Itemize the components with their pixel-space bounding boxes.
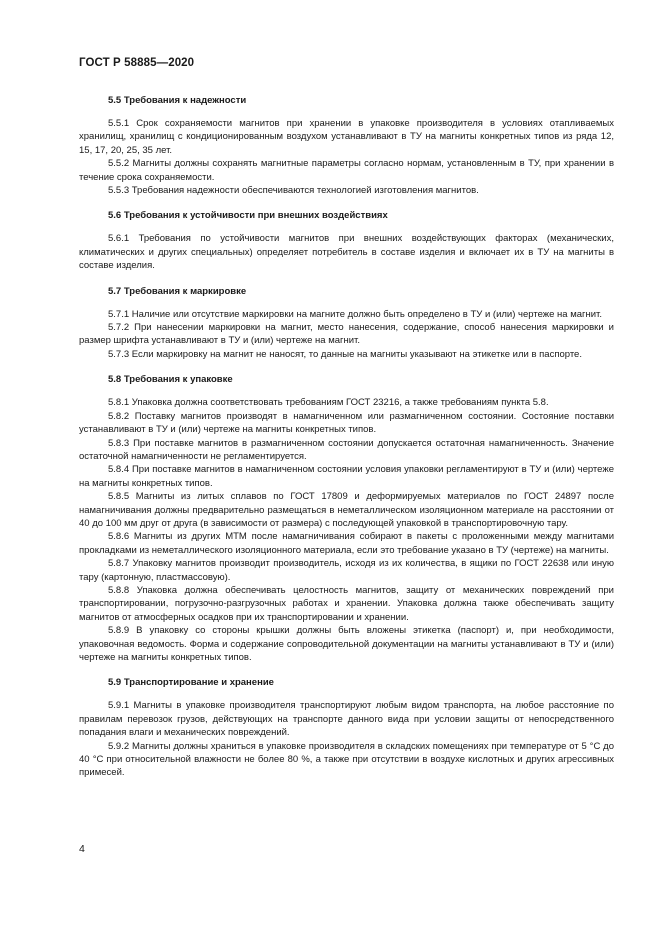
paragraph: 5.8.9 В упаковку со стороны крышки должны быть вложены этикетка (паспорт) и, при необходимости, упаковочная ведомость. Форма и содержание сопроводительной документации на магниты устанавливают в ТУ и (или) чертеже на магниты конкретных типов. bbox=[79, 625, 614, 663]
paragraph: 5.9.2 Магниты должны храниться в упаковке производителя в складских помещениях при температуре от 5 °С до 40 °С при относительной влажности не более 80 %, а также при отсутствии в воздухе кислотных и других агрессивных примесей. bbox=[79, 740, 614, 779]
section-title: 5.6 Требования к устойчивости при внешних воздействиях bbox=[108, 210, 388, 222]
paragraph: 5.8.6 Магниты из других МТМ после намагничивания собирают в пакеты с проложенными между магнитами прокладками из неметаллического изоляционного материала, если это требование указано в ТУ (чертеже) на магниты. bbox=[79, 531, 614, 556]
section-5-6 bbox=[79, 209, 614, 272]
paragraph: 5.8.2 Поставку магнитов производят в намагниченном или размагниченном состоянии. Состояние поставки устанавливают в ТУ и (или) чертеже на магниты конкретных типов. bbox=[79, 410, 614, 436]
document-body bbox=[79, 94, 614, 780]
paragraph: 5.8.7 Упаковку магнитов производит производитель, исходя из их количества, в ящики по ГОСТ 22638 или иную тару (картонную, пластмассовую). bbox=[79, 558, 614, 583]
paragraph: 5.5.3 Требования надежности обеспечиваются технологией изготовления магнитов. bbox=[108, 185, 479, 197]
section-5-7 bbox=[79, 285, 614, 362]
paragraph: 5.8.4 При поставке магнитов в намагниченном состоянии условия упаковки регламентируют в ТУ и (или) чертеже на магниты конкретных типов. bbox=[79, 464, 614, 489]
standard-header: ГОСТ Р 58885—2020 bbox=[79, 57, 195, 69]
paragraph: 5.5.1 Срок сохраняемости магнитов при хранении в упаковке производителя в условиях отапливаемых хранилищ, хранилищ с кондиционированным воздухом устанавливают в ТУ на магниты конкретных типов из ряда 12, 15, 17, 20, 25, 35 лет. bbox=[79, 118, 614, 156]
section-title: 5.9 Транспортирование и хранение bbox=[108, 677, 274, 689]
paragraph: 5.7.2 При нанесении маркировки на магнит, место нанесения, содержание, способ нанесения маркировки и размер шрифта устанавливают в ТУ и (или) чертеже на магнит. bbox=[79, 322, 614, 347]
paragraph: 5.7.3 Если маркировку на магнит не наносят, то данные на магниты указывают на этикетке или в паспорте. bbox=[108, 348, 582, 360]
paragraph: 5.8.1 Упаковка должна соответствовать требованиям ГОСТ 23216, а также требованиям пункта 5.8. bbox=[108, 397, 549, 409]
paragraph: 5.6.1 Требования по устойчивости магнитов при внешних воздействующих факторах (механических, климатических и других специальных) определяет потребитель в составе изделия и включает их в ТУ на магниты в составе изделия. bbox=[79, 233, 614, 272]
section-title: 5.8 Требования к упаковке bbox=[108, 374, 233, 386]
section-title: 5.5 Требования к надежности bbox=[108, 95, 247, 106]
paragraph: 5.5.2 Магниты должны сохранять магнитные параметры согласно нормам, установленным в ТУ, при хранении в течение срока сохраняемости. bbox=[79, 158, 614, 183]
paragraph: 5.8.3 При поставке магнитов в размагниченном состоянии допускается остаточная намагниченность. Значение остаточной намагниченности не регламентируется. bbox=[79, 437, 614, 462]
page-number: 4 bbox=[79, 843, 85, 855]
paragraph: 5.7.1 Наличие или отсутствие маркировки на магните должно быть определено в ТУ и (или) чертеже на магнит. bbox=[108, 308, 602, 320]
paragraph: 5.8.8 Упаковка должна обеспечивать целостность магнитов, защиту от механических повреждений при транспортировании, погрузочно-разгрузочных работах и хранении. Упаковка должна также обеспечивать защиту магнитов от атмосферных осадков при их транспортировании и хранении. bbox=[79, 584, 614, 623]
section-5-5 bbox=[79, 94, 614, 197]
section-5-8 bbox=[79, 373, 614, 664]
paragraph: 5.8.5 Магниты из литых сплавов по ГОСТ 17809 и деформируемых материалов по ГОСТ 24897 после намагничивания должны предварительно размещаться в неметаллическом изоляционном материале на расстоянии от 40 до 100 мм друг от друга (в зависимости от размера) с последующей упаковкой в транспортировочную тару. bbox=[79, 491, 614, 529]
paragraph: 5.9.1 Магниты в упаковке производителя транспортируют любым видом транспорта, на любое расстояние по правилам перевозок грузов, действующих на транспорте данного вида при условии защиты от непосредственного попадания влаги и механических повреждений. bbox=[79, 700, 614, 739]
section-5-9 bbox=[79, 676, 614, 779]
section-title: 5.7 Требования к маркировке bbox=[108, 285, 247, 297]
